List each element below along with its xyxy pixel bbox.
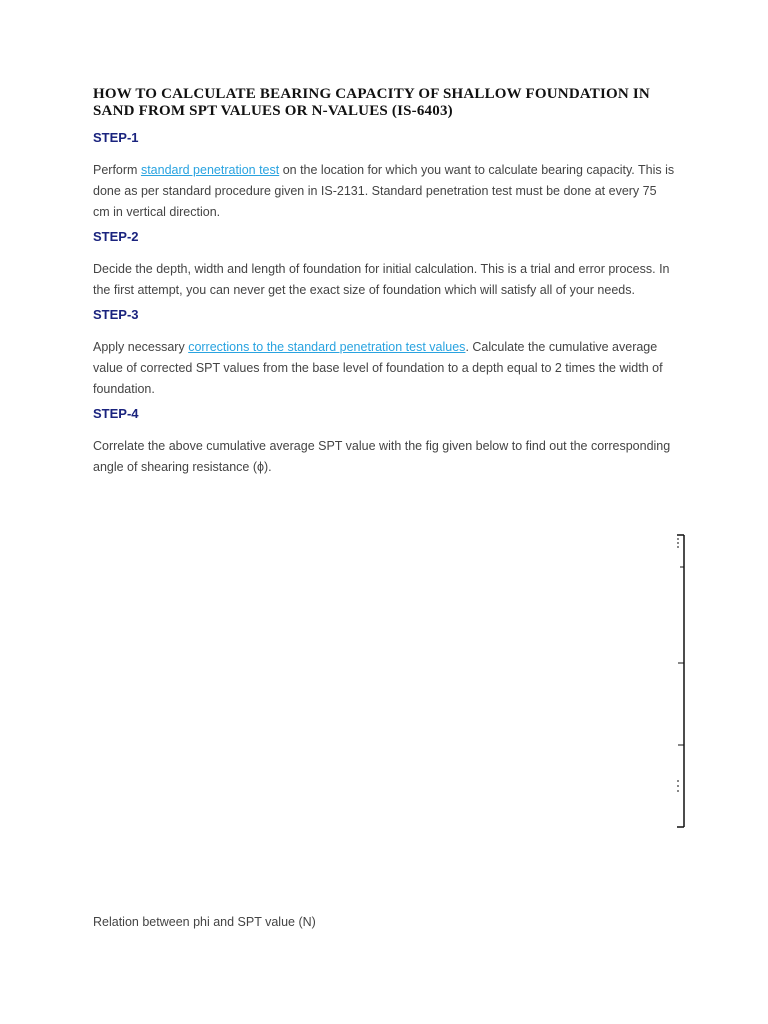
- step-3-text-before: Apply necessary: [93, 340, 189, 354]
- step-1-text-before: Perform: [93, 163, 141, 177]
- spt-corrections-link[interactable]: corrections to the standard penetration test values: [188, 340, 466, 354]
- phi-spt-figure: [93, 525, 693, 835]
- step-2-paragraph: Decide the depth, width and length of foundation for initial calculation. This is a trial and error process. In the first attempt, you can never get the exact size of foundation which will satisfy all of your needs.: [93, 262, 670, 297]
- step-3-text-after: . Calculate the cumulative average value of corrected SPT values from the base level of foundation to a depth equal to 2 times the width of foundation.: [93, 340, 663, 396]
- figure-caption: Relation between phi and SPT value (N): [93, 915, 316, 929]
- step-3-paragraph: [93, 337, 675, 400]
- step-4-paragraph: Correlate the above cumulative average SPT value with the fig given below to find out the corresponding angle of shearing resistance (ϕ).: [93, 439, 671, 474]
- step-2-heading: STEP-2: [93, 229, 139, 244]
- step-4-heading: STEP-4: [93, 406, 139, 421]
- article-title: HOW TO CALCULATE BEARING CAPACITY OF SHALLOW FOUNDATION IN SAND FROM SPT VALUES OR N-VALUES (IS-6403): [93, 86, 650, 119]
- step-3-heading: STEP-3: [93, 307, 139, 322]
- article-body: [93, 86, 675, 484]
- step-1-text-after: on the location for which you want to calculate bearing capacity. This is done as per standard procedure given in IS-2131. Standard penetration test must be done at every 75 cm in vertical direction.: [93, 163, 675, 219]
- step-1-heading: STEP-1: [93, 130, 139, 145]
- spt-link[interactable]: standard penetration test: [140, 163, 280, 177]
- step-1-paragraph: [93, 160, 675, 223]
- figure-scale-fragment: [675, 525, 689, 835]
